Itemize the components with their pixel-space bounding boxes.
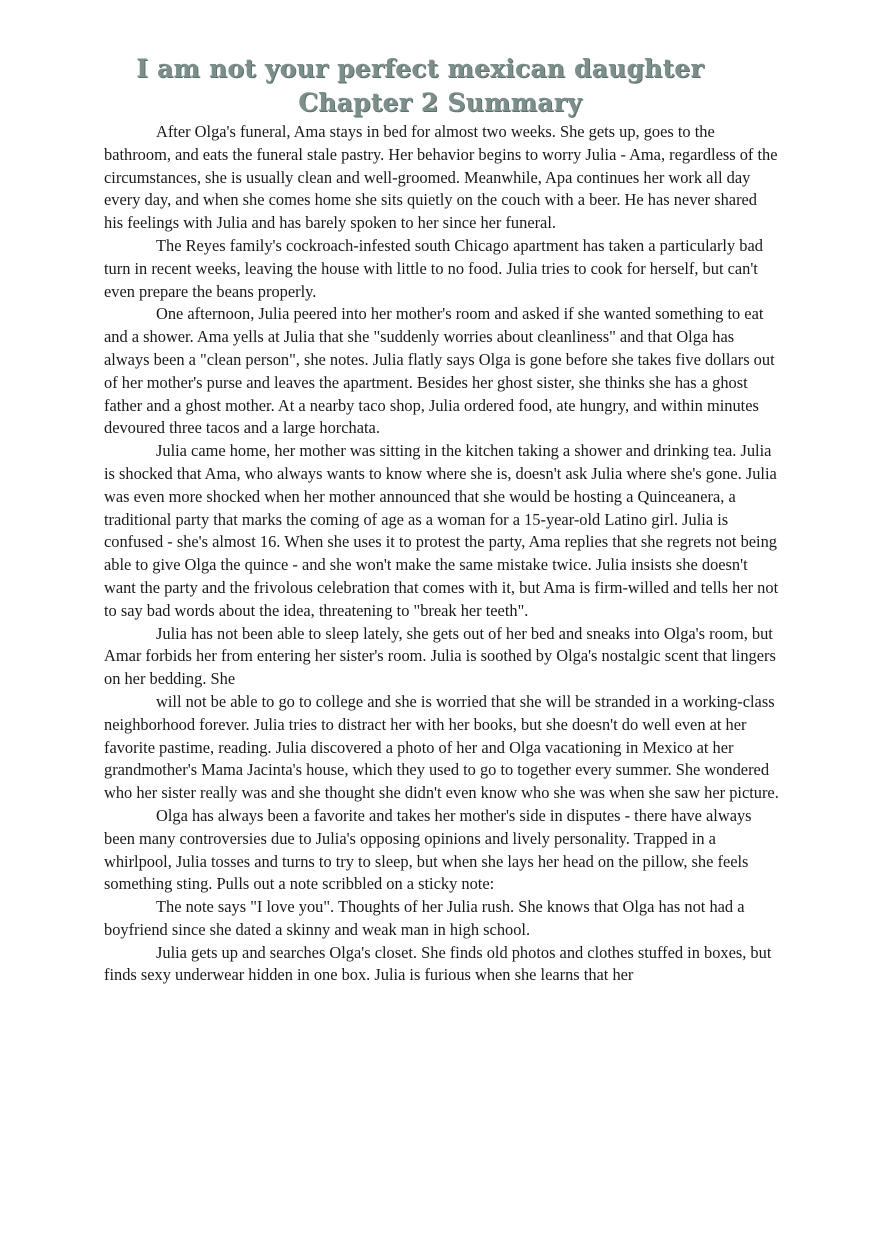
paragraph: Olga has always been a favorite and takes her mother's side in disputes - there have always been many controversies due to Julia's opposing opinions and lively personality. Trapped in a whirlpool, Julia tosses and turns to try to sleep, but when she lays her head on the pillow, she feels something sting. Pulls out a note scribbled on a sticky note: bbox=[104, 805, 752, 894]
paragraph: will not be able to go to college and she is worried that she will be stranded in a working-class neighborhood forever. Julia tries to distract her with her books, but she doesn't do well even at her favorite pastime, reading. Julia discovered a photo of her and Olga vacationing in Mexico at her grandmother's Mama Jacinta's house, which they used to go to together every summer. She wondered who her sister really was and she thought she didn't even know who she was when she saw her picture. bbox=[104, 691, 779, 803]
paragraph: Julia has not been able to sleep lately, she gets out of her bed and sneaks into Olga's room, but Amar forbids her from entering her sister's room. Julia is soothed by Olga's nostalgic scent that lingers on her bedding. She bbox=[104, 623, 776, 689]
paragraph: After Olga's funeral, Ama stays in bed for almost two weeks. She gets up, goes to the bathroom, and eats the funeral stale pastry. Her behavior begins to worry Julia - Ama, regardless of the circumstances, she is usually clean and well-groomed. Meanwhile, Apa continues her work all day every day, and when she comes home she sits quietly on the couch with a beer. He has never shared his feelings with Julia and has barely spoken to her since her funeral. bbox=[104, 122, 778, 233]
title-block bbox=[104, 52, 776, 120]
document-title: I am not your perfect mexican daughter bbox=[136, 54, 704, 83]
body-text bbox=[104, 121, 780, 987]
document-subtitle: Chapter 2 Summary bbox=[298, 88, 582, 117]
paragraph: Julia gets up and searches Olga's closet. She finds old photos and clothes stuffed in boxes, but finds sexy underwear hidden in one box. Julia is furious when she learns that her bbox=[104, 942, 772, 985]
paragraph: Julia came home, her mother was sitting in the kitchen taking a shower and drinking tea. Julia is shocked that Ama, who always wants to know where she is, doesn't ask Julia where she's gone. Julia was even more shocked when her mother announced that she would be hosting a Quinceanera, a traditional party that marks the coming of age as a woman for a 15-year-old Latino girl. Julia is confused - she's almost 16. When she uses it to protest the party, Ama replies that she regrets not being able to give Olga the quince - and she won't make the same mistake twice. Julia insists she doesn't want the party and the frivolous celebration that comes with it, but Ama is firm-willed and tells her not to say bad words about the idea, threatening to "break her teeth". bbox=[104, 441, 779, 620]
paragraph: The note says "I love you". Thoughts of her Julia rush. She knows that Olga has not had a boyfriend since she dated a skinny and weak man in high school. bbox=[104, 897, 745, 939]
paragraph: The Reyes family's cockroach-infested south Chicago apartment has taken a particularly bad turn in recent weeks, leaving the house with little to no food. Julia tries to cook for herself, but can't even prepare the beans properly. bbox=[104, 235, 763, 301]
paragraph: One afternoon, Julia peered into her mother's room and asked if she wanted something to eat and a shower. Ama yells at Julia that she "suddenly worries about cleanliness" and that Olga has always been a "clean person", she notes. Julia flatly says Olga is gone before she takes five dollars out of her mother's purse and leaves the apartment. Besides her ghost sister, she thinks she has a ghost father and a ghost mother. At a nearby taco shop, Julia ordered food, ate hungry, and within minutes devoured three tacos and a large horchata. bbox=[104, 304, 775, 438]
